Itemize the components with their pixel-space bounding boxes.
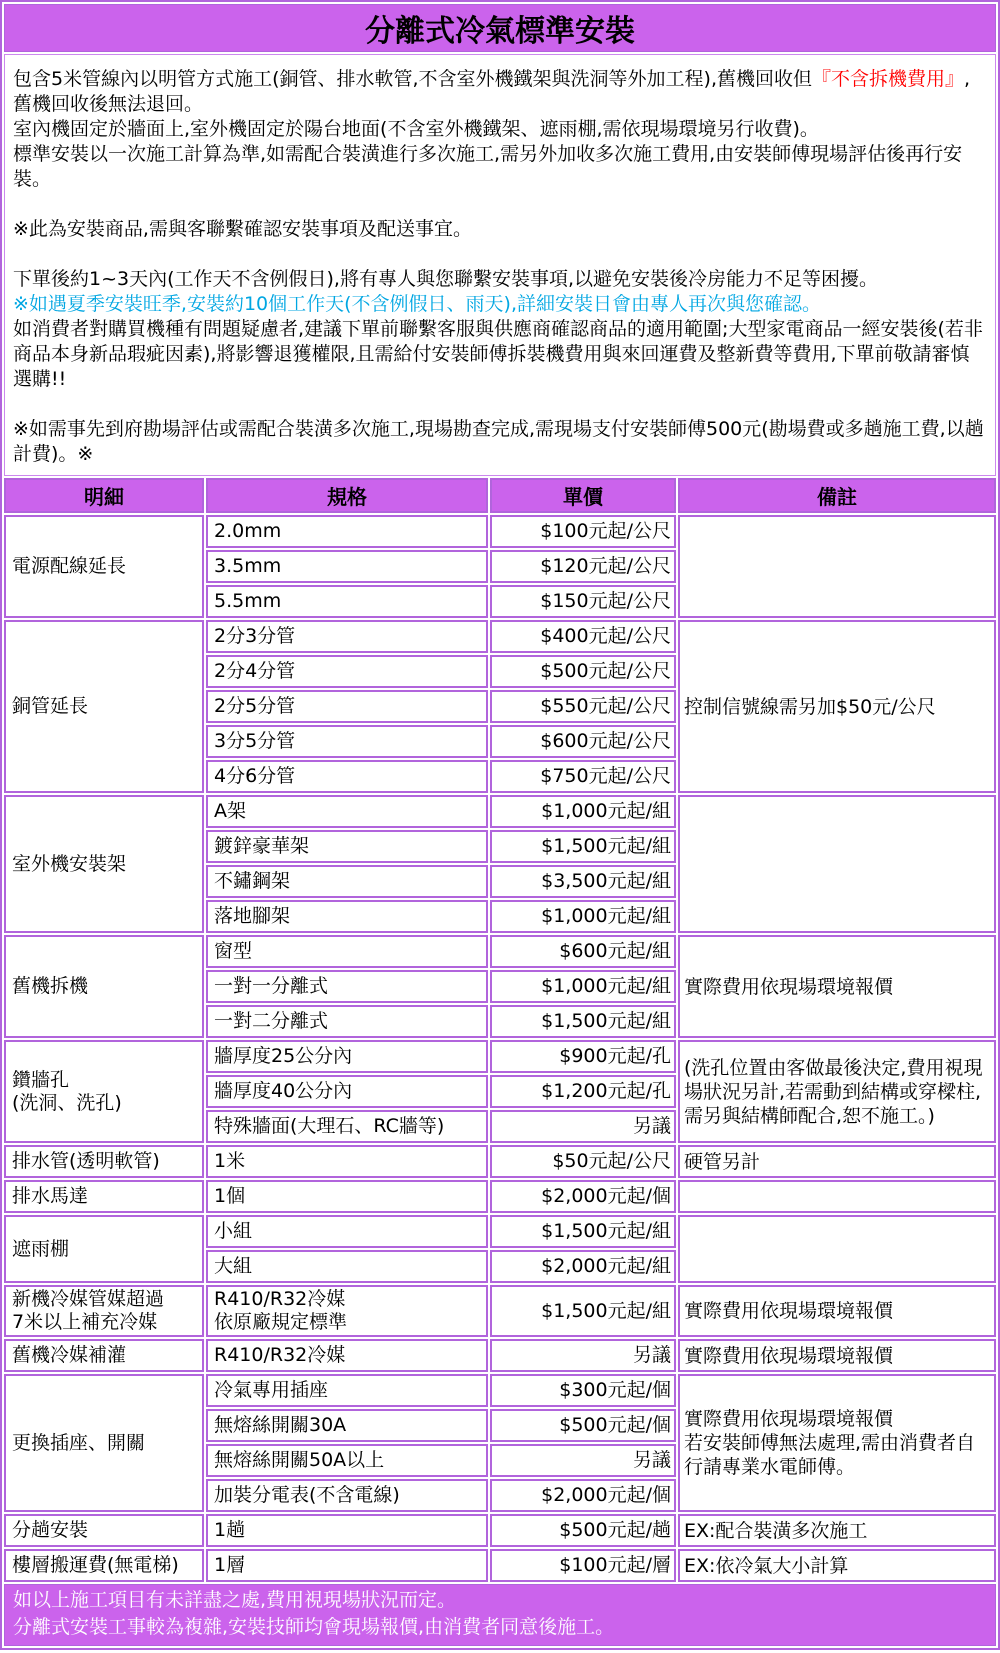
spec-cell: 4分6分管 bbox=[206, 760, 488, 793]
intro-text-segment: 包含5米管線內以明管方式施工(銅管、排水軟管,不含室外機鐵架與洗洞等外加工程),舊機回收但 bbox=[13, 68, 812, 90]
price-cell: 另議 bbox=[490, 1444, 676, 1477]
item-cell: 遮雨棚 bbox=[4, 1215, 204, 1283]
spec-cell: 特殊牆面(大理石、RC牆等) bbox=[206, 1110, 488, 1143]
price-cell: $600元起/公尺 bbox=[490, 725, 676, 758]
spec-cell: 冷氣專用插座 bbox=[206, 1374, 488, 1407]
price-cell: $120元起/公尺 bbox=[490, 550, 676, 583]
intro-line bbox=[13, 142, 987, 192]
spec-cell: 一對二分離式 bbox=[206, 1005, 488, 1038]
intro-line bbox=[13, 292, 987, 317]
intro-line bbox=[13, 217, 987, 242]
column-header: 明細 bbox=[4, 478, 204, 513]
table-row bbox=[4, 620, 996, 653]
spec-cell: 牆厚度25公分內 bbox=[206, 1040, 488, 1073]
spec-cell: 1層 bbox=[206, 1549, 488, 1582]
price-cell: $100元起/公尺 bbox=[490, 515, 676, 548]
spec-cell: 2分3分管 bbox=[206, 620, 488, 653]
intro-text-segment: ,舊機回收後無法退回。 bbox=[13, 68, 971, 115]
footer-line: 如以上施工項目有未詳盡之處,費用視現場狀況而定。 bbox=[13, 1589, 457, 1611]
footer-line: 分離式安裝工事較為複雜,安裝技師均會現場報價,由消費者同意後施工。 bbox=[13, 1616, 615, 1638]
spec-cell: R410/R32冷媒 依原廠規定標準 bbox=[206, 1285, 488, 1337]
note-cell: 硬管另計 bbox=[678, 1145, 996, 1178]
price-cell: $500元起/個 bbox=[490, 1409, 676, 1442]
footer-note bbox=[4, 1584, 996, 1646]
intro-text-segment: 室內機固定於牆面上,室外機固定於陽台地面(不含室外機鐵架、遮雨棚,需依現場環境另行收費)。 bbox=[13, 118, 819, 140]
intro-line bbox=[13, 192, 987, 217]
price-cell: 另議 bbox=[490, 1110, 676, 1143]
intro-row bbox=[4, 54, 996, 476]
table-row bbox=[4, 1180, 996, 1213]
intro-line bbox=[13, 267, 987, 292]
note-cell: EX:依冷氣大小計算 bbox=[678, 1549, 996, 1582]
item-cell: 銅管延長 bbox=[4, 620, 204, 793]
price-cell: $550元起/公尺 bbox=[490, 690, 676, 723]
spec-cell: 1米 bbox=[206, 1145, 488, 1178]
note-cell: EX:配合裝潢多次施工 bbox=[678, 1514, 996, 1547]
spec-cell: 1趟 bbox=[206, 1514, 488, 1547]
spec-cell: 2.0mm bbox=[206, 515, 488, 548]
price-cell: $1,500元起/組 bbox=[490, 1285, 676, 1337]
spec-cell: 大組 bbox=[206, 1250, 488, 1283]
note-cell: 實際費用依現場環境報價 bbox=[678, 935, 996, 1038]
intro-text-segment: 標準安裝以一次施工計算為準,如需配合裝潢進行多次施工,需另外加收多次施工費用,由安裝師傅現場評估後再行安裝。 bbox=[13, 143, 963, 190]
intro-line bbox=[13, 392, 987, 417]
price-cell: $100元起/層 bbox=[490, 1549, 676, 1582]
intro-line bbox=[13, 317, 987, 392]
table-row bbox=[4, 795, 996, 828]
price-cell: $600元起/組 bbox=[490, 935, 676, 968]
table-row bbox=[4, 515, 996, 548]
price-cell: $2,000元起/組 bbox=[490, 1250, 676, 1283]
note-cell: 實際費用依現場環境報價 bbox=[678, 1285, 996, 1337]
pricing-rows bbox=[4, 515, 996, 1582]
item-cell: 新機冷媒管媒超過 7米以上補充冷媒 bbox=[4, 1285, 204, 1337]
spec-cell: 牆厚度40公分內 bbox=[206, 1075, 488, 1108]
intro-text-segment: 下單後約1~3天內(工作天不含例假日),將有專人與您聯繫安裝事項,以避免安裝後冷房能力不足等困擾。 bbox=[13, 268, 879, 290]
note-cell: 實際費用依現場環境報價 bbox=[678, 1339, 996, 1372]
item-cell: 電源配線延長 bbox=[4, 515, 204, 618]
table-row bbox=[4, 1285, 996, 1337]
spec-cell: 5.5mm bbox=[206, 585, 488, 618]
table-row bbox=[4, 1339, 996, 1372]
spec-cell: 加裝分電表(不含電線) bbox=[206, 1479, 488, 1512]
price-cell: $2,000元起/個 bbox=[490, 1180, 676, 1213]
price-cell: $50元起/公尺 bbox=[490, 1145, 676, 1178]
item-cell: 排水馬達 bbox=[4, 1180, 204, 1213]
spec-cell: R410/R32冷媒 bbox=[206, 1339, 488, 1372]
price-cell: $900元起/孔 bbox=[490, 1040, 676, 1073]
table-row bbox=[4, 1549, 996, 1582]
intro-highlight-text: 『不含拆機費用』 bbox=[812, 68, 965, 90]
intro-highlight-text: ※如遇夏季安裝旺季,安裝約10個工作天(不含例假日、雨天),詳細安裝日會由專人再次與您確認。 bbox=[13, 293, 822, 315]
table-row bbox=[4, 1145, 996, 1178]
price-cell: $1,200元起/孔 bbox=[490, 1075, 676, 1108]
footer-row bbox=[4, 1584, 996, 1646]
intro-line bbox=[13, 67, 987, 117]
spec-cell: 無熔絲開關50A以上 bbox=[206, 1444, 488, 1477]
note-cell bbox=[678, 515, 996, 618]
intro-text-segment: ※此為安裝商品,需與客聯繫確認安裝事項及配送事宜。 bbox=[13, 218, 472, 240]
note-cell bbox=[678, 795, 996, 933]
spec-cell: 小組 bbox=[206, 1215, 488, 1248]
spec-cell: 窗型 bbox=[206, 935, 488, 968]
title-row bbox=[4, 4, 996, 52]
intro-text-segment: ※如需事先到府勘場評估或需配合裝潢多次施工,現場勘查完成,需現場支付安裝師傅500元(勘場費或多趟施工費,以趟計費)。※ bbox=[13, 418, 984, 465]
spec-cell: 3.5mm bbox=[206, 550, 488, 583]
intro-text bbox=[4, 54, 996, 476]
item-cell: 樓層搬運費(無電梯) bbox=[4, 1549, 204, 1582]
price-cell: $750元起/公尺 bbox=[490, 760, 676, 793]
item-cell: 舊機冷媒補灌 bbox=[4, 1339, 204, 1372]
table-row bbox=[4, 1040, 996, 1073]
item-cell: 鑽牆孔 (洗洞、洗孔) bbox=[4, 1040, 204, 1143]
table-header-row bbox=[4, 478, 996, 513]
intro-line bbox=[13, 417, 987, 467]
price-cell: $2,000元起/個 bbox=[490, 1479, 676, 1512]
note-cell bbox=[678, 1180, 996, 1213]
price-cell: $3,500元起/組 bbox=[490, 865, 676, 898]
price-cell: $1,500元起/組 bbox=[490, 830, 676, 863]
spec-cell: 2分5分管 bbox=[206, 690, 488, 723]
price-cell: $500元起/趟 bbox=[490, 1514, 676, 1547]
table-row bbox=[4, 1374, 996, 1407]
item-cell: 更換插座、開關 bbox=[4, 1374, 204, 1512]
spec-cell: A架 bbox=[206, 795, 488, 828]
price-cell: $1,000元起/組 bbox=[490, 795, 676, 828]
column-header: 備註 bbox=[678, 478, 996, 513]
price-cell: $1,500元起/組 bbox=[490, 1215, 676, 1248]
spec-cell: 一對一分離式 bbox=[206, 970, 488, 1003]
price-cell: $500元起/公尺 bbox=[490, 655, 676, 688]
spec-cell: 鍍鋅豪華架 bbox=[206, 830, 488, 863]
price-cell: $300元起/個 bbox=[490, 1374, 676, 1407]
spec-cell: 落地腳架 bbox=[206, 900, 488, 933]
intro-text-segment: 如消費者對購買機種有問題疑慮者,建議下單前聯繫客服與供應商確認商品的適用範圍;大型家電商品一經安裝後(若非商品本身新品瑕疵因素),將影響退獲權限,且需給付安裝師傅拆裝機費用與來回運費及整新費等費用,下單前敬請審慎選購!! bbox=[13, 318, 983, 390]
note-cell bbox=[678, 1215, 996, 1283]
price-cell: $400元起/公尺 bbox=[490, 620, 676, 653]
price-cell: $150元起/公尺 bbox=[490, 585, 676, 618]
column-header: 單價 bbox=[490, 478, 676, 513]
column-header: 規格 bbox=[206, 478, 488, 513]
item-cell: 分趟安裝 bbox=[4, 1514, 204, 1547]
table-row bbox=[4, 1215, 996, 1248]
spec-cell: 3分5分管 bbox=[206, 725, 488, 758]
price-cell: $1,500元起/組 bbox=[490, 1005, 676, 1038]
spec-cell: 無熔絲開關30A bbox=[206, 1409, 488, 1442]
price-cell: $1,000元起/組 bbox=[490, 970, 676, 1003]
page-title: 分離式冷氣標準安裝 bbox=[4, 4, 996, 52]
price-cell: $1,000元起/組 bbox=[490, 900, 676, 933]
table-row bbox=[4, 935, 996, 968]
table-row bbox=[4, 1514, 996, 1547]
item-cell: 室外機安裝架 bbox=[4, 795, 204, 933]
note-cell: 實際費用依現場環境報價 若安裝師傅無法處理,需由消費者自行請專業水電師傅。 bbox=[678, 1374, 996, 1512]
note-cell: 控制信號線需另加$50元/公尺 bbox=[678, 620, 996, 793]
spec-cell: 不鏽鋼架 bbox=[206, 865, 488, 898]
note-cell: (洗孔位置由客做最後決定,費用視現場狀況另計,若需動到結構或穿樑柱,需另與結構師配合,恕不施工。) bbox=[678, 1040, 996, 1143]
spec-cell: 1個 bbox=[206, 1180, 488, 1213]
intro-line bbox=[13, 117, 987, 142]
spec-cell: 2分4分管 bbox=[206, 655, 488, 688]
price-cell: 另議 bbox=[490, 1339, 676, 1372]
item-cell: 排水管(透明軟管) bbox=[4, 1145, 204, 1178]
item-cell: 舊機拆機 bbox=[4, 935, 204, 1038]
intro-line bbox=[13, 242, 987, 267]
